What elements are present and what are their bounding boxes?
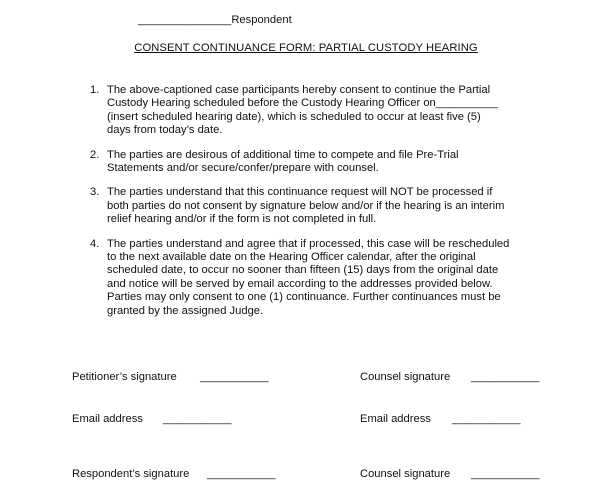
clause-line: The parties are desirous of additional time to compete and file Pre-Trial: [107, 148, 459, 161]
counsel-signature-label: Counsel signature: [360, 371, 451, 383]
signature-row-3: [0, 468, 612, 484]
counsel-signature-field-1: [360, 371, 450, 383]
respondent-signature-blank[interactable]: ___________: [207, 468, 276, 480]
clause-line: The parties understand that this continuance request will NOT be processed if: [107, 186, 493, 199]
email-address-field-1: [72, 413, 143, 425]
clause-line: granted by the assigned Judge.: [107, 304, 264, 317]
clause-2: [88, 149, 558, 176]
clause-line: The parties understand and agree that if processed, this case will be rescheduled: [107, 237, 510, 250]
clause-line: Custody Hearing scheduled before the Custody Hearing Officer on__________: [107, 97, 498, 110]
email-address-field-2: [360, 413, 431, 425]
counsel-signature-blank[interactable]: ___________: [471, 371, 540, 383]
clause-4: [88, 238, 558, 318]
respondent-signature-field: [72, 468, 189, 480]
clause-number: 3.: [90, 186, 100, 199]
clause-1: [88, 84, 558, 138]
petitioner-signature-field: [72, 371, 177, 383]
form-title: CONSENT CONTINUANCE FORM: PARTIAL CUSTODY HEARING: [134, 42, 478, 54]
email-address-label: Email address: [360, 413, 431, 425]
clause-line: relief hearing and/or if the form is not completed in full.: [107, 213, 377, 226]
clause-list: [88, 84, 558, 329]
clause-line: (insert scheduled hearing date), which is scheduled to occur at least five (5): [107, 110, 481, 123]
signature-row-2: [0, 413, 612, 429]
clause-line: Statements and/or secure/confer/prepare with counsel.: [107, 162, 379, 175]
counsel-signature-label: Counsel signature: [360, 468, 451, 480]
clause-line: to the next available date on the Hearing Officer calendar, after the original: [107, 251, 476, 264]
respondent-blank[interactable]: _______________: [138, 14, 232, 26]
signature-row-1: [0, 371, 612, 387]
clause-line: both parties do not consent by signature below and/or if the hearing is an interim: [107, 199, 505, 212]
counsel-signature-blank[interactable]: ___________: [471, 468, 540, 480]
email-address-blank[interactable]: ___________: [452, 413, 521, 425]
clause-line: The above-captioned case participants hereby consent to continue the Partial: [107, 84, 491, 96]
respondent-label: Respondent: [231, 14, 292, 26]
clause-number: 4.: [90, 237, 100, 250]
email-address-label: Email address: [72, 413, 143, 425]
petitioner-signature-label: Petitioner’s signature: [72, 371, 177, 383]
respondent-signature-label: Respondent’s signature: [72, 468, 190, 480]
counsel-signature-field-2: [360, 468, 450, 480]
respondent-header: [138, 14, 292, 26]
petitioner-signature-blank[interactable]: ___________: [200, 371, 269, 383]
clause-line: days from today’s date.: [107, 124, 223, 137]
clause-line: Parties may only consent to one (1) continuance. Further continuances must be: [107, 291, 501, 304]
clause-number: 1.: [90, 84, 100, 96]
clause-3: [88, 186, 558, 226]
clause-line: and notice will be served by email according to the addresses provided below.: [107, 277, 493, 290]
email-address-blank[interactable]: ___________: [163, 413, 232, 425]
clause-number: 2.: [90, 148, 100, 161]
clause-line: scheduled date, to occur no sooner than fifteen (15) days from the original date: [107, 264, 499, 277]
